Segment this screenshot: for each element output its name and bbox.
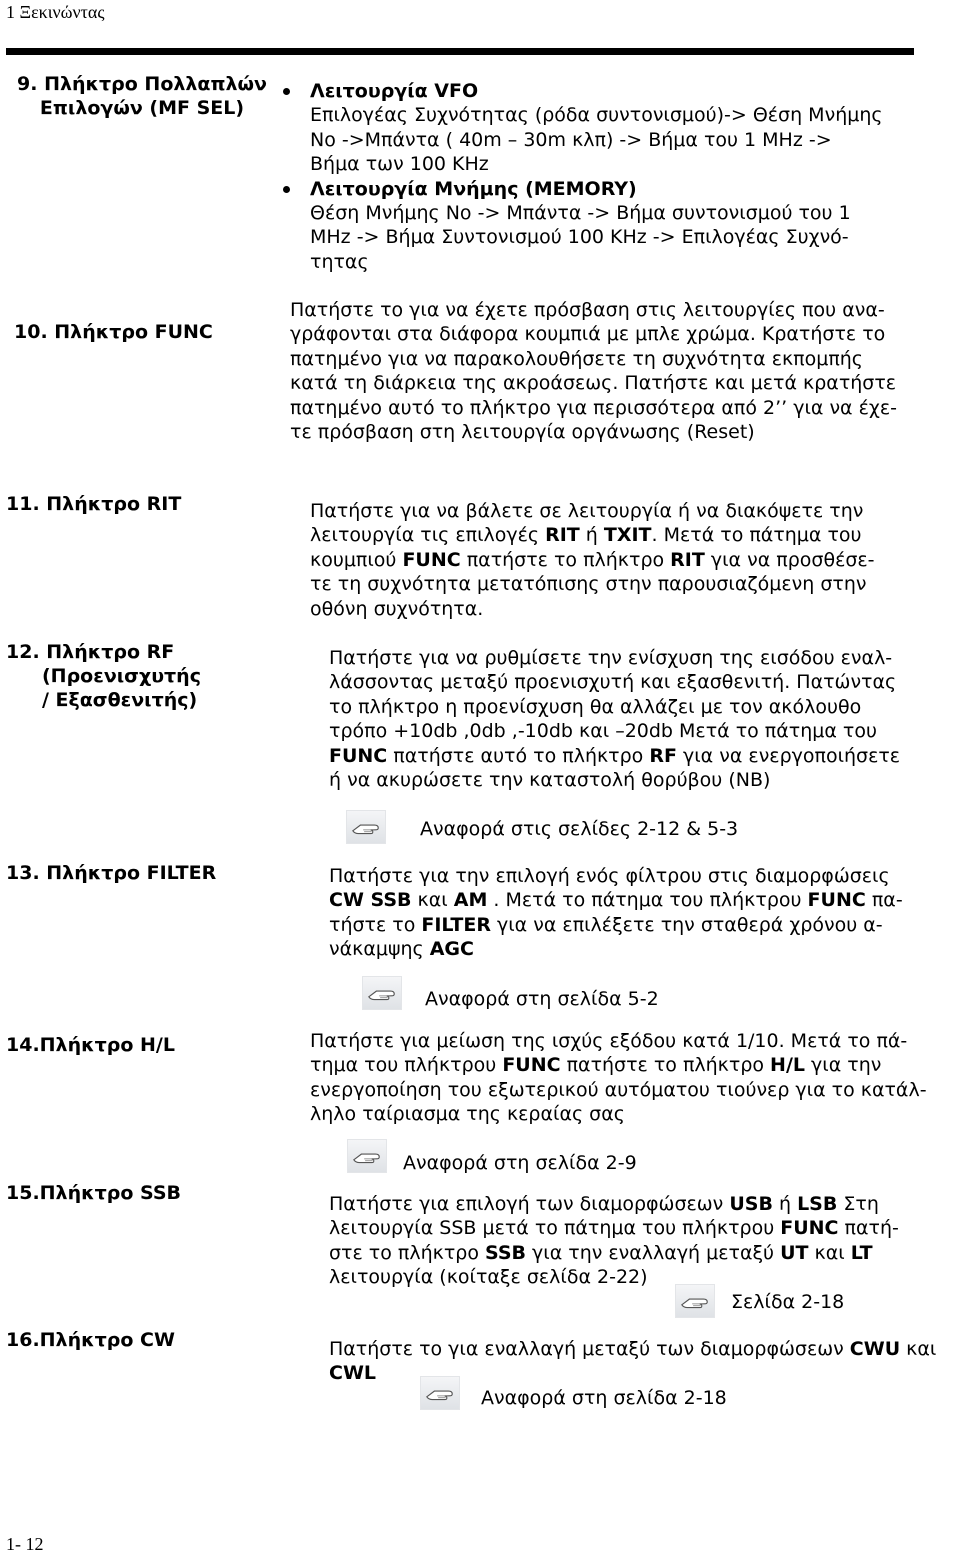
description-line: Πατήστε για να ρυθμίσετε την ενίσχυση της εισόδου εναλ- [329,647,893,669]
memory-line: τητας [310,250,369,273]
description-line: το πλήκτρο η προενίσχυση θα αλλάζει με τον ακόλουθο [329,695,862,718]
key-15-description [329,1192,954,1290]
description-line: λάσσοντας μεταξύ προενισχυτή και εξασθενιτή. Πατώντας [329,671,897,694]
page-number: 1- 12 [6,1534,44,1554]
vfo-line: Νο ->Μπάντα ( 40m – 30m κλπ) -> Βήμα του 1 MHz -> [310,128,832,151]
running-head: 1 Ξεκινώντας [6,2,105,22]
description-line: Πατήστε το για εναλλαγή μεταξύ των διαμορφώσεων CWU και [329,1338,937,1360]
description-line: CWL [329,1362,377,1385]
description-line: Πατήστε για να βάλετε σε λειτουργία ή να διακόψετε την [310,500,864,522]
description-line: τρόπο +10db ,0db ,-10db και –20db Μετά το πάτημα του [329,720,877,743]
vfo-mode-title: Λειτουργία VFO [310,80,479,102]
description-line: ή να ακυρώσετε την καταστολή θορύβου (NB) [329,769,771,792]
key-12-reference: Αναφορά στις σελίδες 2-12 & 5-3 [420,818,739,840]
key-11-label: 11. Πλήκτρο RIT [6,493,182,515]
memory-mode-item [310,177,950,275]
description-line: ενεργοποίηση του εξωτερικού αυτόματου τιούνερ για το κατάλ- [310,1078,927,1101]
description-line: λειτουργία (κοίταξε σελίδα 2-22) [329,1266,648,1289]
key-12-label-line3: / Εξασθενιτής) [42,689,198,711]
key-16-label: 16.Πλήκτρο CW [6,1329,175,1351]
key-14-description [310,1029,950,1127]
pointing-hand-icon [347,1139,387,1173]
description-line: πατημένο αυτό το πλήκτρο για περισσότερα από 2’’ για να έχε- [290,396,897,419]
description-line: CW SSB και AM . Μετά το πάτημα του πλήκτρου FUNC πα- [329,889,903,912]
memory-mode-title: Λειτουργία Μνήμης (MEMORY) [310,177,637,200]
description-line: τε πρόσβαση στη λειτουργία οργάνωσης (Reset) [290,421,755,444]
description-line: Πατήστε για την επιλογή ενός φίλτρου στις διαμορφώσεις [329,865,890,887]
vfo-mode-item [310,79,950,177]
key-15-label: 15.Πλήκτρο SSB [6,1182,181,1204]
description-line: FUNC πατήστε αυτό το πλήκτρο RF για να ενεργοποιήσετε [329,744,901,767]
pointing-hand-icon [362,976,402,1010]
description-line: νάκαμψης AGC [329,938,474,961]
key-9-description [310,79,950,274]
key-11-description [310,499,950,621]
description-line: Πατήστε για μείωση της ισχύς εξόδου κατά 1/10. Μετά το πά- [310,1030,908,1052]
key-9-label-line2: Επιλογών (MF SEL) [39,97,245,119]
key-13-reference: Αναφορά στη σελίδα 5-2 [425,988,659,1010]
pointing-hand-icon [420,1376,460,1410]
description-line: τημα του πλήκτρου FUNC πατήστε το πλήκτρο H/L για την [310,1054,882,1077]
bullet-icon [283,186,290,193]
description-line: λειτουργία SSB μετά το πάτημα του πλήκτρου FUNC πατή- [329,1217,899,1240]
description-line: τήστε το FILTER για να επιλέξετε την σταθερά χρόνου α- [329,913,883,936]
pointing-hand-icon [675,1284,715,1318]
vfo-line: Επιλογέας Συχνότητας (ρόδα συντονισμού)-> Θέση Μνήμης [310,104,883,127]
description-line: κατά τη διάρκεια της ακροάσεως. Πατήστε και μετά κρατήστε [290,372,897,395]
key-10-label: 10. Πλήκτρο FUNC [14,321,213,343]
memory-line: MHz -> Βήμα Συντονισμού 100 KHz -> Επιλογέας Συχνό- [310,226,849,249]
memory-line: Θέση Μνήμης Νο -> Μπάντα -> Βήμα συντονισμού του 1 [310,202,851,225]
description-line: τε τη συχνότητα μετατόπισης στην παρουσιαζόμενη στην [310,573,867,596]
key-16-reference: Αναφορά στη σελίδα 2-18 [481,1387,727,1409]
key-14-label: 14.Πλήκτρο H/L [6,1034,175,1056]
key-12-label-line2: (Προενισχυτής [42,665,201,687]
key-13-description [329,864,954,962]
key-9-label-line1: 9. Πλήκτρο Πολλαπλών [17,73,267,95]
description-line: ληλο ταίριασμα της κεραίας σας [310,1103,625,1126]
key-10-description [290,298,950,444]
description-line: πατημένο για να παρακολουθήσετε τη συχνότητα εκπομπής [290,347,863,370]
vfo-line: Βήμα των 100 KHz [310,153,489,176]
key-14-reference: Αναφορά στη σελίδα 2-9 [403,1152,637,1174]
description-line: Πατήστε το για να έχετε πρόσβαση στις λειτουργίες που ανα- [290,299,885,321]
key-12-label [6,640,246,712]
key-9-label [12,72,272,120]
key-15-reference: Σελίδα 2-18 [731,1291,845,1313]
header-rule [6,48,914,55]
pointing-hand-icon [346,810,386,844]
key-13-label: 13. Πλήκτρο FILTER [6,862,217,884]
description-line: στε το πλήκτρο SSB για την εναλλαγή μεταξύ UT και LT [329,1241,873,1264]
description-line: λειτουργία τις επιλογές RIT ή TXIT. Μετά το πάτημα του [310,524,862,547]
description-line: οθόνη συχνότητα. [310,597,484,620]
description-line: γράφονται στα διάφορα κουμπιά με μπλε χρώμα. Κρατήστε το [290,323,886,346]
bullet-icon [283,88,290,95]
description-line: Πατήστε για επιλογή των διαμορφώσεων USB ή LSB Στη [329,1193,879,1215]
key-12-description [329,646,954,792]
key-12-label-line1: 12. Πλήκτρο RF [6,641,175,663]
description-line: κουμπιού FUNC πατήστε το πλήκτρο RIT για να προσθέσε- [310,548,875,571]
